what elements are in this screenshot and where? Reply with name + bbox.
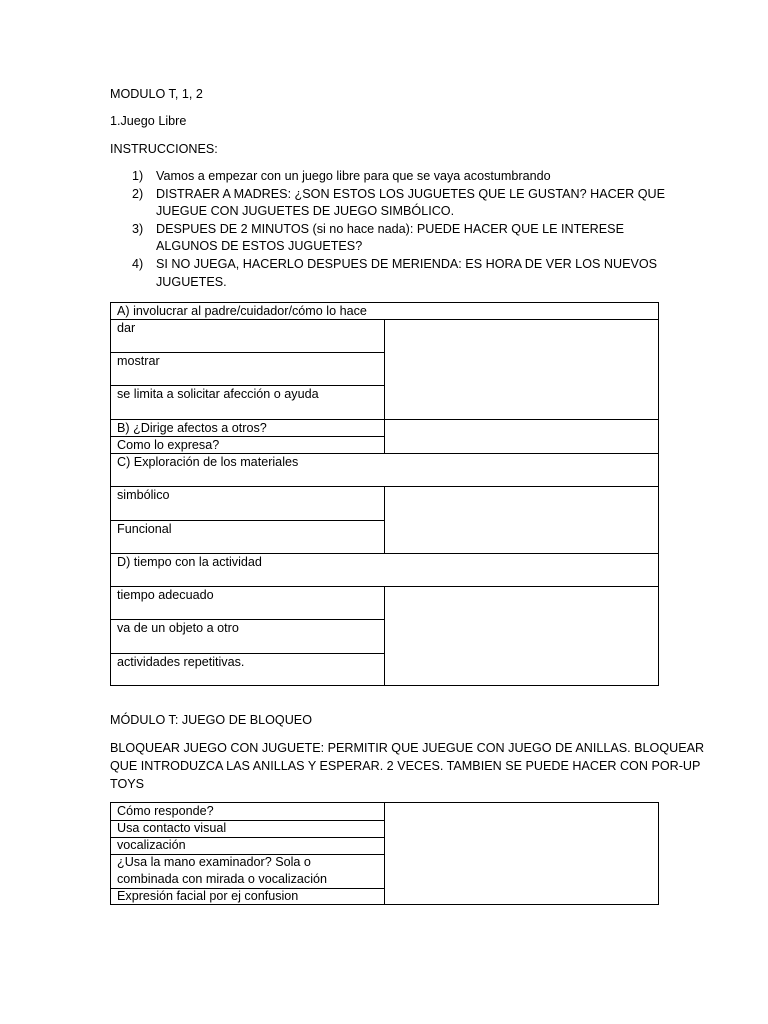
module2-paragraph-line: TOYS <box>110 777 145 791</box>
section-title: 1.Juego Libre <box>110 114 187 128</box>
instruction-number: 3) <box>132 221 144 236</box>
instructions-label: INSTRUCCIONES: <box>110 142 218 156</box>
instruction-number: 1) <box>132 169 144 183</box>
module-title: MODULO T, 1, 2 <box>110 87 203 101</box>
table-row-label: Como lo expresa? <box>117 438 220 452</box>
section-d-header: D) tiempo con la actividad <box>117 555 262 569</box>
table-row-label: Expresión facial por ej confusion <box>117 889 299 903</box>
table-row-label: ¿Usa la mano examinador? Sola o <box>117 855 311 869</box>
table-row-label: Cómo responde? <box>117 804 214 818</box>
module2-paragraph-line: QUE INTRODUZCA LAS ANILLAS Y ESPERAR. 2 VECES. TAMBIEN SE PUEDE HACER CON POR-UP <box>110 759 701 773</box>
table-row-label: va de un objeto a otro <box>117 621 239 635</box>
table-row-label: tiempo adecuado <box>117 588 214 602</box>
module2-title: MÓDULO T: JUEGO DE BLOQUEO <box>110 713 313 727</box>
instruction-number: 4) <box>132 256 144 271</box>
instruction-text: SI NO JUEGA, HACERLO DESPUES DE MERIENDA: ES HORA DE VER LOS NUEVOS JUGUETES. <box>156 256 658 289</box>
table-row-label: Funcional <box>117 522 172 536</box>
table-row-label: simbólico <box>117 488 170 502</box>
instruction-text: Vamos a empezar con un juego libre para que se vaya acostumbrando <box>156 169 551 183</box>
instruction-text: DESPUES DE 2 MINUTOS (si no hace nada): PUEDE HACER QUE LE INTERESE ALGUNOS DE ESTOS JUGUETES? <box>156 221 624 254</box>
section-b-header: B) ¿Dirige afectos a otros? <box>117 421 267 435</box>
table-row-label: mostrar <box>117 354 160 368</box>
table-row-label: combinada con mirada o vocalización <box>117 872 328 886</box>
table-row-label: Usa contacto visual <box>117 821 227 835</box>
section-c-header: C) Exploración de los materiales <box>117 455 299 469</box>
instructions-list <box>110 168 670 291</box>
assessment-table-free-play <box>110 302 659 686</box>
table-row-label: dar <box>117 321 136 335</box>
instruction-text: DISTRAER A MADRES: ¿SON ESTOS LOS JUGUETES QUE LE GUSTAN? HACER QUE JUEGUE CON JUGUETES DE JUEGO SIMBÓLICO. <box>156 186 665 219</box>
section-a-header: A) involucrar al padre/cuidador/cómo lo hace <box>117 304 367 318</box>
instruction-item <box>110 256 670 291</box>
instruction-item <box>110 221 670 256</box>
table-row-label: se limita a solicitar afección o ayuda <box>117 387 319 401</box>
instruction-item <box>110 186 670 221</box>
instruction-item <box>110 168 670 186</box>
module2-paragraph-line: BLOQUEAR JUEGO CON JUGUETE: PERMITIR QUE JUEGUE CON JUEGO DE ANILLAS. BLOQUEAR <box>110 741 705 755</box>
table-row-label: vocalización <box>117 838 186 852</box>
table-row-label: actividades repetitivas. <box>117 655 245 669</box>
assessment-table-blocking <box>110 802 659 905</box>
instruction-number: 2) <box>132 186 144 201</box>
